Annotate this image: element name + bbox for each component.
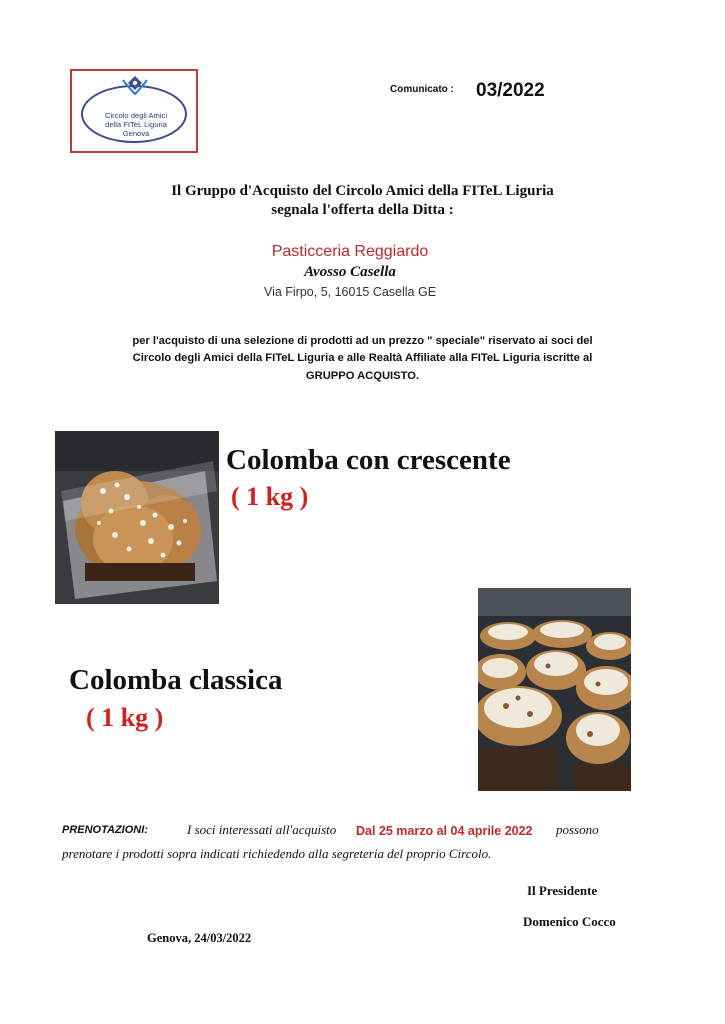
logo-line-2: della FITeL Liguria (105, 120, 167, 130)
circle-logo (70, 69, 198, 153)
comunicato-label: Comunicato : (390, 84, 454, 95)
company-name: Pasticceria Reggiardo (271, 243, 429, 260)
product-photo-colomba-classica (478, 588, 631, 791)
booking-text-after: possono (556, 822, 599, 837)
president-name: Domenico Cocco (523, 914, 616, 929)
booking-dates: Dal 25 marzo al 04 aprile 2022 (356, 824, 533, 838)
place-date: Genova, 24/03/2022 (147, 931, 252, 945)
company-subtitle: Avosso Casella (304, 264, 396, 280)
product-1-name: Colomba con crescente (226, 444, 511, 476)
description-line-2: Circolo degli Amici della FITeL Liguria e alle Realtà Affiliate alla FITeL Liguria iscritte al (132, 352, 593, 364)
company-address: Via Firpo, 5, 16015 Casella GE (263, 285, 437, 299)
president-title: Il Presidente (527, 883, 598, 898)
booking-text-before: I soci interessati all'acquisto (187, 822, 337, 837)
logo-line-1: Circolo degli Amici (104, 111, 168, 120)
logo-line-3: Genova (122, 129, 150, 139)
comunicato-number: 03/2022 (476, 80, 545, 101)
booking-line-2: prenotare i prodotti sopra indicati richiedendo alla segreteria del proprio Circolo. (62, 846, 492, 861)
product-2-weight: ( 1 kg ) (86, 703, 164, 732)
product-photo-colomba-crescente (55, 431, 219, 604)
intro-line-1: Il Gruppo d'Acquisto del Circolo Amici della FITeL Liguria (171, 183, 554, 199)
booking-label: PRENOTAZIONI: (62, 824, 148, 836)
intro-line-2: segnala l'offerta della Ditta : (271, 202, 454, 218)
description-line-3: GRUPPO ACQUISTO. (305, 370, 420, 382)
logo-emblem-icon (120, 74, 150, 98)
logo-text (84, 111, 188, 139)
product-1-weight: ( 1 kg ) (231, 482, 309, 511)
product-2-name: Colomba classica (69, 664, 283, 696)
description-line-1: per l'acquisto di una selezione di prodotti ad un prezzo " speciale" riservato ai soci del (132, 335, 593, 347)
